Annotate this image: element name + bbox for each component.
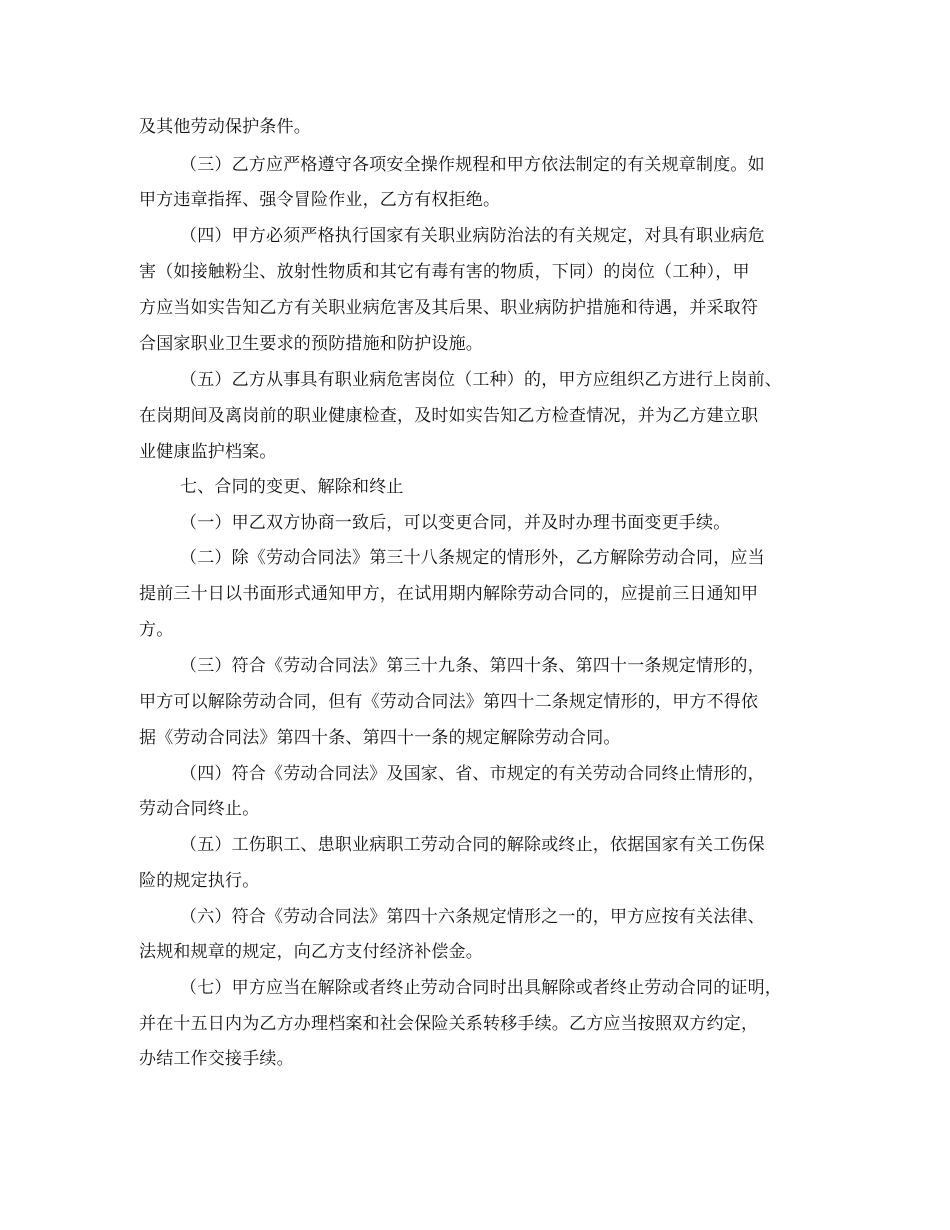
text-line: 办结工作交接手续。 bbox=[139, 1049, 294, 1069]
text-line: 方。 bbox=[139, 620, 174, 640]
section-heading: 七、合同的变更、解除和终止 bbox=[180, 477, 404, 497]
text-line: （五）乙方从事具有职业病危害岗位（工种）的，甲方应组织乙方进行上岗前、 bbox=[180, 370, 782, 390]
text-line: （三）符合《劳动合同法》第三十九条、第四十条、第四十一条规定情形的， bbox=[180, 656, 765, 676]
text-line: （四）符合《劳动合同法》及国家、省、市规定的有关劳动合同终止情形的， bbox=[180, 764, 765, 784]
text-line: 甲方违章指挥、强令冒险作业，乙方有权拒绝。 bbox=[139, 190, 501, 210]
text-line: 甲方可以解除劳动合同，但有《劳动合同法》第四十二条规定情形的，甲方不得依 bbox=[139, 692, 759, 712]
text-line: （一）甲乙双方协商一致后，可以变更合同，并及时办理书面变更手续。 bbox=[180, 513, 731, 533]
text-line: （五）工伤职工、患职业病职工劳动合同的解除或终止，依据国家有关工伤保 bbox=[180, 835, 765, 855]
text-line: 法规和规章的规定，向乙方支付经济补偿金。 bbox=[139, 942, 483, 962]
text-line: （三）乙方应严格遵守各项安全操作规程和甲方依法制定的有关规章制度。如 bbox=[180, 155, 765, 175]
text-line: （六）符合《劳动合同法》第四十六条规定情形之一的，甲方应按有关法律、 bbox=[180, 907, 765, 927]
text-line: 害（如接触粉尘、放射性物质和其它有毒有害的物质，下同）的岗位（工种），甲 bbox=[139, 262, 750, 282]
text-line: （七）甲方应当在解除或者终止劳动合同时出具解除或者终止劳动合同的证明， bbox=[180, 978, 782, 998]
text-line: 业健康监护档案。 bbox=[139, 442, 277, 462]
text-line: 并在十五日内为乙方办理档案和社会保险关系转移手续。乙方应当按照双方约定， bbox=[139, 1014, 759, 1034]
text-line: （二）除《劳动合同法》第三十八条规定的情形外，乙方解除劳动合同，应当 bbox=[180, 548, 765, 568]
text-line: （四）甲方必须严格执行国家有关职业病防治法的有关规定，对具有职业病危 bbox=[180, 226, 765, 246]
text-line: 劳动合同终止。 bbox=[139, 799, 260, 819]
text-line: 据《劳动合同法》第四十条、第四十一条的规定解除劳动合同。 bbox=[139, 728, 621, 748]
text-line: 提前三十日以书面形式通知甲方，在试用期内解除劳动合同的，应提前三日通知甲 bbox=[139, 584, 759, 604]
text-line: 合国家职业卫生要求的预防措施和防护设施。 bbox=[139, 334, 483, 354]
text-line: 方应当如实告知乙方有关职业病危害及其后果、职业病防护措施和待遇，并采取符 bbox=[139, 298, 759, 318]
text-line: 险的规定执行。 bbox=[139, 871, 260, 891]
text-line: 及其他劳动保护条件。 bbox=[139, 117, 311, 137]
text-line: 在岗期间及离岗前的职业健康检查，及时如实告知乙方检查情况，并为乙方建立职 bbox=[139, 406, 759, 426]
